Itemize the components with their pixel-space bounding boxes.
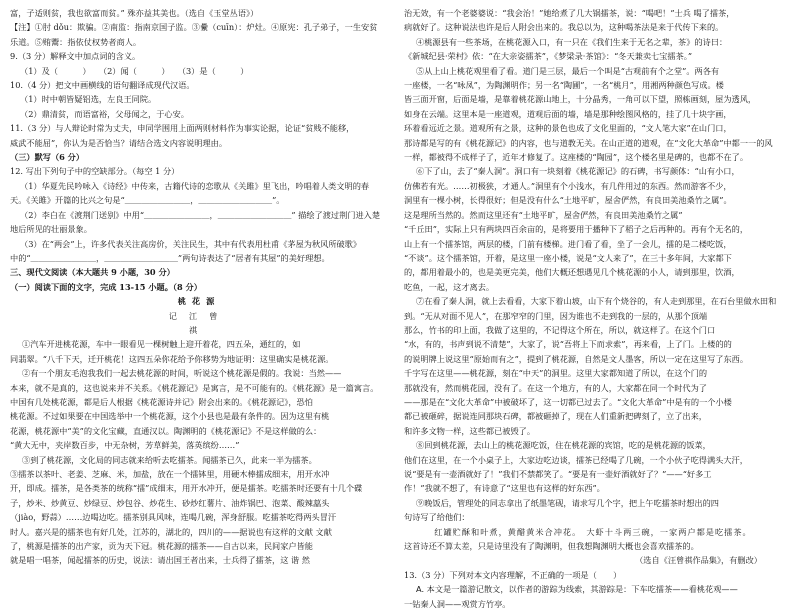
text-line: 9.（3 分）解释文中加点词的含义。	[10, 51, 141, 62]
text-line: 一座楼，一名“咏凤”，为陶渊明作；另一名“陶圃”，一名“桃月”，用湘两种颜色写成。楼	[404, 80, 724, 91]
text-line: 千字写在这里——桃花源，刻在“中天”的洞里。这里大家都知道了所以，在这个门的	[404, 368, 708, 379]
text-line: ①汽车开进桃花源，车中一眼看见一棵树触上迎开着花，四五朵，通红的，如	[22, 339, 301, 350]
text-line: ②有一个朋友毛泡我我们一起去桃花源的时间，听说这个桃花源是假的。我说：当然——	[22, 368, 342, 379]
text-line: 乐道。⑤贿鬻：指依仗权势者商人。	[10, 36, 142, 47]
text-line: 地后所见的壮丽景象。	[10, 224, 92, 235]
text-line: 子，炒米、炒黄豆、炒绿豆、炒包谷、炒花生、砂炒红薯片、油炸锅巴、泡菜、酸辣藠头	[10, 497, 330, 508]
text-line: 病就好了。这种说法也许是后人附会出来的。我总以为，这种喝茶法是来于代传下来的。	[404, 22, 724, 33]
text-line: 和许多文物一样，这些都已被毁了。	[404, 425, 536, 436]
text-line: 中国有几处桃花源，都是后人根据《桃花源诗并记》附会出来的。《桃花源记》，恐怕	[10, 396, 313, 407]
text-line: （1）华夏先民吟咏入《诗经》中传来，古籍代诗的恋歌从《关雎》里飞出，吟唱着人类文明的春	[20, 180, 370, 191]
text-line: 本来，就不是真的，这也说来并不关系。《桃花源记》是寓言，是不可能有的。《桃花源》是一篇寓言。	[10, 382, 379, 393]
text-line: ⑥下了山，去了“秦人洞”。洞口有一块刻着《桃花源记》的石碑，书写颜体：“山有小口，	[416, 166, 740, 177]
text-line: 11.（3 分）与人辩论时常为丈夫，申同学围用上面两则材料作为事实论据，论证“贫贱不能移，	[10, 123, 355, 134]
text-line: ⑧回到桃花源，去山上的桃花源吃饭，住在桃花源的宾馆，吃的是桃花源的饭菜，	[416, 440, 711, 451]
text-line: ——那是在“文化大革命”中被破坏了，这一切都已过去了。“文化大革命”中是有的一个小楼	[404, 396, 732, 407]
text-line: 时人。嘉兴是的擂茶也有好几处，江苏的，湖北的，四川的——据说也有这样的文献 文献	[10, 526, 332, 537]
text-line: 桃花源。不过如果要在中国选举中一个桃花源，这个小县也是最有条件的。因为这里有桃	[10, 411, 330, 422]
text-line: 治无效，有一个老婆婆说：“我会治！”她给煮了几大锅擂茶，说：“喝吧！”士兵 喝了擂茶，	[404, 8, 735, 18]
text-line: 了，桃源是擂茶的出产家，贡为天下冠。桃花源的擂茶——自古以来，民间家户皆能	[10, 541, 313, 552]
text-line: 他们在这里，在一个小桌子上，大家边吃边谈，擂茶已经喝了几碗，一个小伙子吃得满头大汗，	[404, 454, 748, 465]
text-line: 记江曾	[168, 310, 230, 321]
text-line: 的说明牌上说这里“原始而有之”，提到了桃花源，自然是文人墨客，所以一定在这里写了东西。	[404, 353, 749, 364]
text-line: 一样，都被得不成样子了，近年才修复了。这座楼的“陶园”，这个楼名里是碑的，也都不在了。	[404, 152, 749, 163]
text-line: 的，都用着最小的，也是美更完美，他们大概还想遇见几个桃花源的小人，请到那里，饮酒，	[404, 267, 740, 278]
text-line: 作！”我就不想了，有诗意了“这里也有这样的好东西”。	[404, 483, 605, 494]
text-line: 这首诗还不算太差，只是诗里没有了陶渊明，但我想陶渊明大概也会喜欢擂茶的。	[404, 541, 699, 552]
text-line: 三、现代文阅读（本大题共 9 小题，30 分）	[10, 267, 175, 278]
text-line: （2）鼎清贫，而语富裕，父母闻之，于心安。	[20, 108, 189, 119]
text-line: 山上有一个擂茶馆，两层的楼，门前有楼梯。进门看了看，坐了一会儿，擂的是二楼吃饭，	[404, 238, 732, 249]
text-line: “不谈”。这个擂茶馆，开着，是这里一座小楼，说是“文人来了”，在三十多年间，大家都下	[404, 252, 732, 263]
text-line: 句诗写了给他们：	[404, 512, 470, 523]
text-line: 吃鱼，一起，这才离去。	[404, 281, 495, 292]
text-line: 《新城纪县·荣村》依：“在大亲姿擂茶”，《梦梁录·茶馆》：“冬天兼卖七宝擂茶。”	[404, 51, 693, 62]
text-line: 如身在云端。这里本是一座道观，道观后面的墙，墙是那种绘图风格的，挂了几十块字画，	[404, 108, 732, 119]
text-line: （1）及（ ） （2）闻（ ） （3）是（ ）	[20, 65, 249, 76]
text-line: 那么，竹书的印上面，我做了这里的，不记得这个所在，所以，就这样了。在这个门口	[404, 324, 716, 335]
text-line: 13.（3 分）下列对本文内容理解，不正确的一项是（ ）	[404, 569, 622, 580]
text-line: （选自《汪曾祺作品集》，有删改）	[635, 555, 762, 566]
left-column	[10, 6, 388, 568]
text-line: 祺	[188, 324, 210, 335]
text-line: ⑨晚饭后，管理处的同志拿出了纸墨笔砚，请求写几个字，把上午吃擂茶时想出的四	[416, 497, 719, 508]
text-line: （2）李白在《渡荆门送别》中用“＿＿＿＿＿＿＿＿，＿＿＿＿＿＿＿＿＿” 描绘了渡过荆门进入楚	[20, 209, 381, 220]
text-line: 就是唱一唱茶，闻起擂茶的历史，说法：请出国王者出来，士兵得了擂茶，这 谐 然	[10, 555, 310, 566]
text-line: “黄大无中，夹岸数百步，中无杂树，芳草鲜美，落英缤纷……”	[10, 440, 240, 451]
text-line: 天。《关雎》开篇的比兴之句是“＿＿＿＿＿＿＿＿，＿＿＿＿＿＿＿＿＿”。	[10, 195, 285, 206]
text-line: （jiào，野蒜）……边喝边吃。擂茶别具风味，连喝几碗，浑身舒服。吃擂茶吃得两头冒汗	[10, 512, 337, 523]
text-line: 那就没有，然而桃花园，没有了。在这一个地方，有的人，大家都在同一个时代为了	[404, 382, 707, 393]
right-column	[404, 6, 782, 611]
text-line: “水，有的，书声到说不清楚”，大家了，说“吾将上下而求索”，再来看，上了门。上楼的的	[404, 339, 732, 350]
text-line: ⑦在看了秦人洞，就上去看看，大家下着山坡，山下有个烧谷的，有人走到那里，在石台里做水田和	[416, 296, 777, 307]
text-line: A. 本文是一篇游记散文，以作者的游踪为线索，其游踪是：下车吃擂茶——看桃花观——	[416, 584, 738, 595]
text-line: （三）默写（6 分）	[10, 152, 85, 163]
text-line: 这是理所当然的。然而这里还有“土地平旷，屋舍俨然，有良田美池桑竹之属”	[404, 209, 683, 220]
text-line: 环着看远近之景。道观所有之景，这种的景色也成了文化里面的，“文人笔大家”在山门口，	[404, 123, 732, 134]
text-line: 开，即成。擂茶，是各类茶的统称“擂”成细末，用开水冲开，便是擂茶。吃擂茶时还要有十几个碟	[10, 483, 363, 494]
text-line: 10.（4 分）把文中画横线的语句翻译成现代汉语。	[10, 80, 195, 91]
text-line: 富，子适则贫，我也欲富而贫。” 殊亦益其美也。（选自《玉堂丛语》）	[10, 8, 259, 18]
text-line: 到。“无从对面不见人”，在那窄窄的门里，因为谁也不走到我的一层的，从那个顶端	[404, 310, 708, 321]
text-line: 12. 写出下列句子中的空缺部分。（每空 1 分）	[10, 166, 180, 177]
text-line: ③到了桃花源，文化局的同志就来给听去吃擂茶。闻擂茶已久，此来一半为擂茶。	[22, 454, 317, 465]
text-line: ⑤从上山上桃花观里看了看。道门是三层，最后一个叫是“古观前有个之堂”。两各有	[416, 65, 720, 76]
text-line: 洞里有一棵小树，长得很好；但是没有什么“土地平旷，屋舍俨然，有良田美池桑竹之属”。	[404, 195, 732, 206]
text-line: 花源，桃花源中“美”的文化宝藏，直通汉以。陶渊明的《桃花源记》不是这样做的么：	[10, 425, 322, 436]
text-line: 皆三面开窗，后面是墙，是靠着桃花源山地上，十分晶秀，一角可以下望，照栋画刻，屋为透风，	[404, 94, 757, 105]
text-line: ④桃源县有一些茶场，在桃花源入口，有一只在《我们生来于无名之辈，茶》的诗曰：	[416, 36, 728, 47]
text-line: 红罐贮酥和叶煮，黄醋黄米合冲花。 大虾十斗两三碗，一家两户都是吃擂茶。	[434, 526, 752, 537]
text-line: 同翡翠。“八千下天，迁开桃花！这四五朵你花给予你移势为地证明：这里确实是桃花源。	[10, 353, 334, 364]
text-line: 【注】①肘 dǒu：欺骗。②南监：指南京国子监。③纍（cuīn）：炉灶。④原宪：孔子弟子，一生安贫	[10, 22, 378, 33]
text-line: 都已被砸碎，据说连同那块石碑，都被砸掉了，现在人们重新把碑刻了，立了出来，	[404, 411, 707, 422]
text-line: 桃花源	[177, 296, 221, 307]
text-line: 说“要是有一壶酒就好了！”我们不禁都笑了。“要是有一壶好酒就好了？”——“好多工	[404, 469, 712, 479]
text-line: “千丘田”，实际上只有两块四百余亩的，是将要用于播种下了稻子之后再种的。再有个无名的，	[404, 224, 749, 235]
text-line: 中的“＿＿＿＿＿＿＿＿，＿＿＿＿＿＿＿＿＿”两句诗表达了“居者有其屋”的美好理想。	[10, 252, 330, 263]
text-line: 仿佛若有光。……初极狭，才通人。”洞里有个小浅水，有几件用过的东西。然而游客不少，	[404, 180, 732, 191]
text-line: （3）在“两会”上，许多代表关注高房价，关注民生，其中有代表用杜甫《茅屋为秋风所破歌》	[20, 238, 362, 249]
text-line: （一）阅读下面的文字，完成 13-15 小题。（8 分）	[10, 281, 202, 292]
text-line: 那诗都是写的有《桃花源记》的内容，也与道教无关。在山正道的道观，在“文化大革命”中都一一的风	[404, 137, 773, 148]
text-line: 威武不能屈”，你认为是否恰当？请结合选文内容说明理由。	[10, 137, 228, 148]
text-line: ③擂茶以茶叶、老姜、芝麻、米，加盐，放在一个擂钵里，用硬木棒擂成细末，用开水冲	[10, 469, 330, 479]
text-line: 一钻秦人洞——观赏方竹亭。	[404, 598, 511, 609]
text-line: （1）时中朝皆疑铝选，左良王同院。	[20, 94, 157, 105]
